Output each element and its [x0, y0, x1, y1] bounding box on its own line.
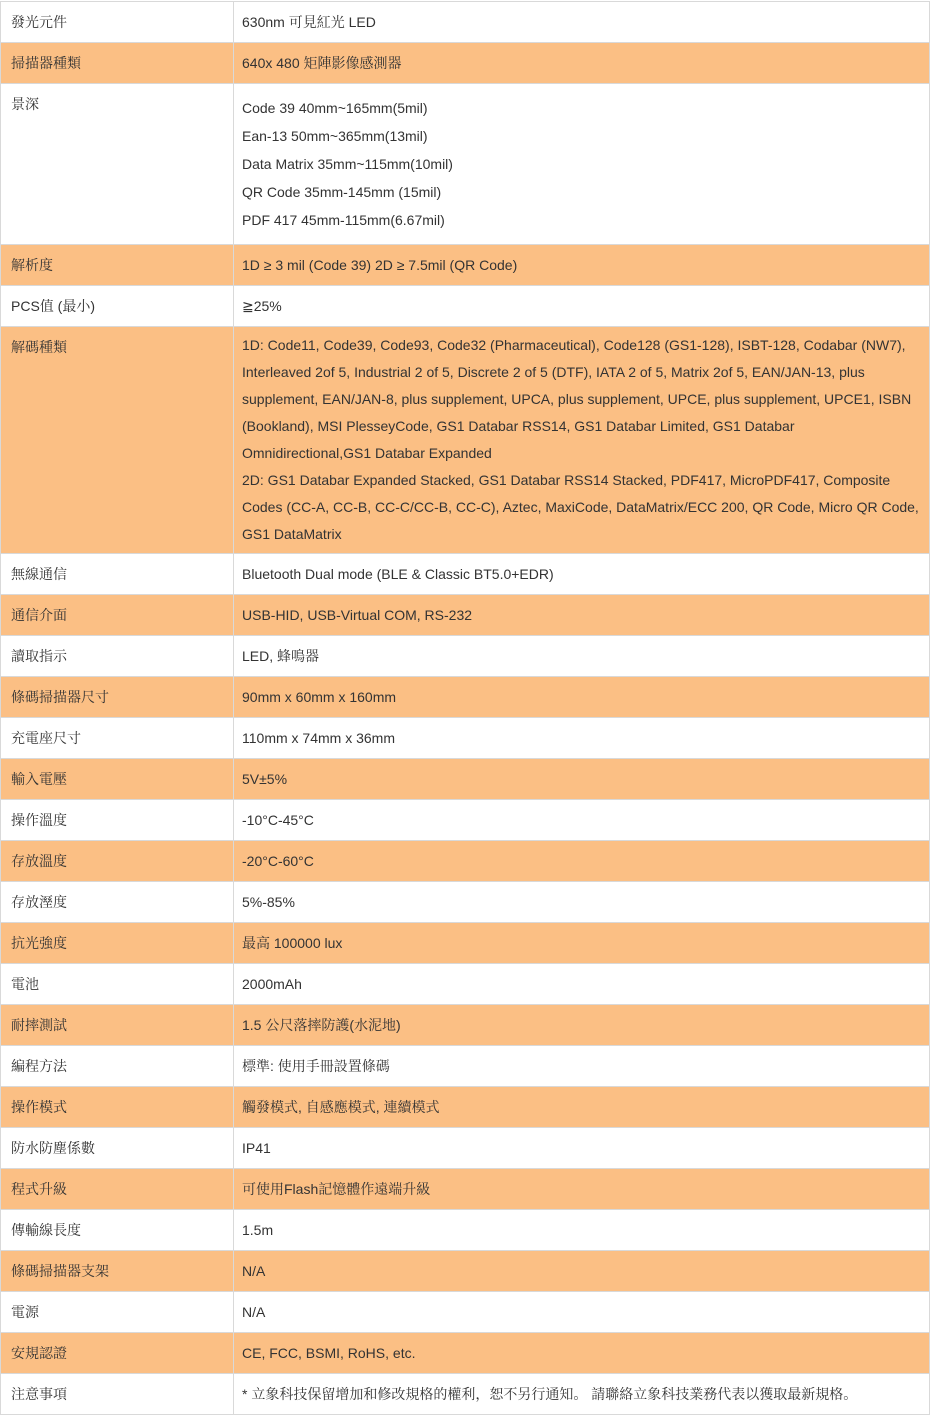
spec-value: N/A [234, 1292, 930, 1333]
spec-value: -10°C-45°C [234, 800, 930, 841]
spec-value: 90mm x 60mm x 160mm [234, 677, 930, 718]
spec-label: 程式升級 [1, 1169, 234, 1210]
spec-value: 1.5 公尺落摔防護(水泥地) [234, 1005, 930, 1046]
spec-row-cable-length [1, 1210, 930, 1251]
spec-row-light-source [1, 2, 930, 43]
spec-label: 充電座尺寸 [1, 718, 234, 759]
spec-value: 1D ≥ 3 mil (Code 39) 2D ≥ 7.5mil (QR Code) [234, 245, 930, 286]
spec-label: PCS值 (最小) [1, 286, 234, 327]
spec-value [234, 84, 930, 245]
spec-value: N/A [234, 1251, 930, 1292]
spec-value-line: PDF 417 45mm-115mm(6.67mil) [242, 212, 445, 228]
spec-row-operating-temp [1, 800, 930, 841]
spec-value: 630nm 可見紅光 LED [234, 2, 930, 43]
spec-value: * 立象科技保留增加和修改規格的權利，恕不另行通知。 請聯絡立象科技業務代表以獲取最新規格。 [234, 1374, 930, 1415]
spec-label: 發光元件 [1, 2, 234, 43]
spec-value: ≧25% [234, 286, 930, 327]
spec-row-notice [1, 1374, 930, 1415]
spec-label: 輸入電壓 [1, 759, 234, 800]
spec-label: 電池 [1, 964, 234, 1005]
spec-row-drop-test [1, 1005, 930, 1046]
spec-row-input-voltage [1, 759, 930, 800]
spec-label: 傳輸線長度 [1, 1210, 234, 1251]
spec-label: 條碼掃描器支架 [1, 1251, 234, 1292]
spec-value-line: QR Code 35mm-145mm (15mil) [242, 184, 442, 200]
spec-value-1d: 1D: Code11, Code39, Code93, Code32 (Pharmaceutical), Code128 (GS1-128), ISBT-128, Codabar (NW7), Interleaved 2of 5, Industrial 2 of 5, Discrete 2 of 5 (DTF), IATA 2 of 5, Matrix 2of 5, EAN/JAN-13, plus supplement, EAN/JAN-8, plus supplement, UPCA, plus supplement, UPCE, plus supplement, UPCE1, ISBN (Bookland), MSI PlesseyCode, GS1 Databar RSS14, GS1 Databar Limited, GS1 Databar Omnidirectional,GS1 Databar Expanded [242, 337, 912, 461]
spec-label: 編程方法 [1, 1046, 234, 1087]
spec-value: 640x 480 矩陣影像感測器 [234, 43, 930, 84]
spec-row-depth-of-field [1, 84, 930, 245]
spec-row-scanner-type [1, 43, 930, 84]
spec-label: 讀取指示 [1, 636, 234, 677]
spec-value: IP41 [234, 1128, 930, 1169]
spec-row-operating-mode [1, 1087, 930, 1128]
spec-value: Bluetooth Dual mode (BLE & Classic BT5.0+EDR) [234, 554, 930, 595]
spec-row-ip-rating [1, 1128, 930, 1169]
spec-value-line: Data Matrix 35mm~115mm(10mil) [242, 156, 453, 172]
spec-value: 最高 100000 lux [234, 923, 930, 964]
spec-row-power-supply [1, 1292, 930, 1333]
spec-value: 觸發模式, 自感應模式, 連續模式 [234, 1087, 930, 1128]
spec-label: 景深 [1, 84, 234, 245]
spec-label: 電源 [1, 1292, 234, 1333]
spec-label: 抗光強度 [1, 923, 234, 964]
spec-value: 標準: 使用手冊設置條碼 [234, 1046, 930, 1087]
spec-value: 5V±5% [234, 759, 930, 800]
spec-value: USB-HID, USB-Virtual COM, RS-232 [234, 595, 930, 636]
spec-value: 5%-85% [234, 882, 930, 923]
spec-label: 存放溫度 [1, 841, 234, 882]
spec-value: 1.5m [234, 1210, 930, 1251]
spec-label: 安規認證 [1, 1333, 234, 1374]
spec-value: 110mm x 74mm x 36mm [234, 718, 930, 759]
spec-row-scanner-size [1, 677, 930, 718]
spec-row-firmware-upgrade [1, 1169, 930, 1210]
spec-label: 無線通信 [1, 554, 234, 595]
spec-table [0, 1, 930, 1415]
spec-label: 解碼種類 [1, 327, 234, 554]
spec-label: 操作溫度 [1, 800, 234, 841]
spec-label: 存放溼度 [1, 882, 234, 923]
spec-row-indicator [1, 636, 930, 677]
spec-value: 2000mAh [234, 964, 930, 1005]
spec-row-storage-temp [1, 841, 930, 882]
spec-value-line: Ean-13 50mm~365mm(13mil) [242, 128, 428, 144]
spec-row-stand [1, 1251, 930, 1292]
spec-label: 通信介面 [1, 595, 234, 636]
spec-value: CE, FCC, BSMI, RoHS, etc. [234, 1333, 930, 1374]
spec-label: 注意事項 [1, 1374, 234, 1415]
spec-label: 耐摔測試 [1, 1005, 234, 1046]
spec-row-pcs [1, 286, 930, 327]
spec-label: 操作模式 [1, 1087, 234, 1128]
spec-value-line: Code 39 40mm~165mm(5mil) [242, 100, 428, 116]
spec-value [234, 327, 930, 554]
spec-label: 條碼掃描器尺寸 [1, 677, 234, 718]
spec-label: 解析度 [1, 245, 234, 286]
spec-row-certifications [1, 1333, 930, 1374]
spec-value: 可使用Flash記憶體作遠端升級 [234, 1169, 930, 1210]
spec-row-interface [1, 595, 930, 636]
spec-row-symbologies [1, 327, 930, 554]
spec-row-battery [1, 964, 930, 1005]
spec-value: LED, 蜂鳴器 [234, 636, 930, 677]
spec-label: 掃描器種類 [1, 43, 234, 84]
spec-row-cradle-size [1, 718, 930, 759]
spec-row-ambient-light [1, 923, 930, 964]
spec-row-programming [1, 1046, 930, 1087]
spec-value-2d: 2D: GS1 Databar Expanded Stacked, GS1 Databar RSS14 Stacked, PDF417, MicroPDF417, Composite Codes (CC-A, CC-B, CC-C/CC-B, CC-C), Aztec, MaxiCode, DataMatrix/ECC 200, QR Code, Micro QR Code, GS1 DataMatrix [242, 472, 919, 542]
spec-row-resolution [1, 245, 930, 286]
spec-row-storage-humidity [1, 882, 930, 923]
spec-label: 防水防塵係數 [1, 1128, 234, 1169]
spec-value: -20°C-60°C [234, 841, 930, 882]
spec-row-wireless [1, 554, 930, 595]
